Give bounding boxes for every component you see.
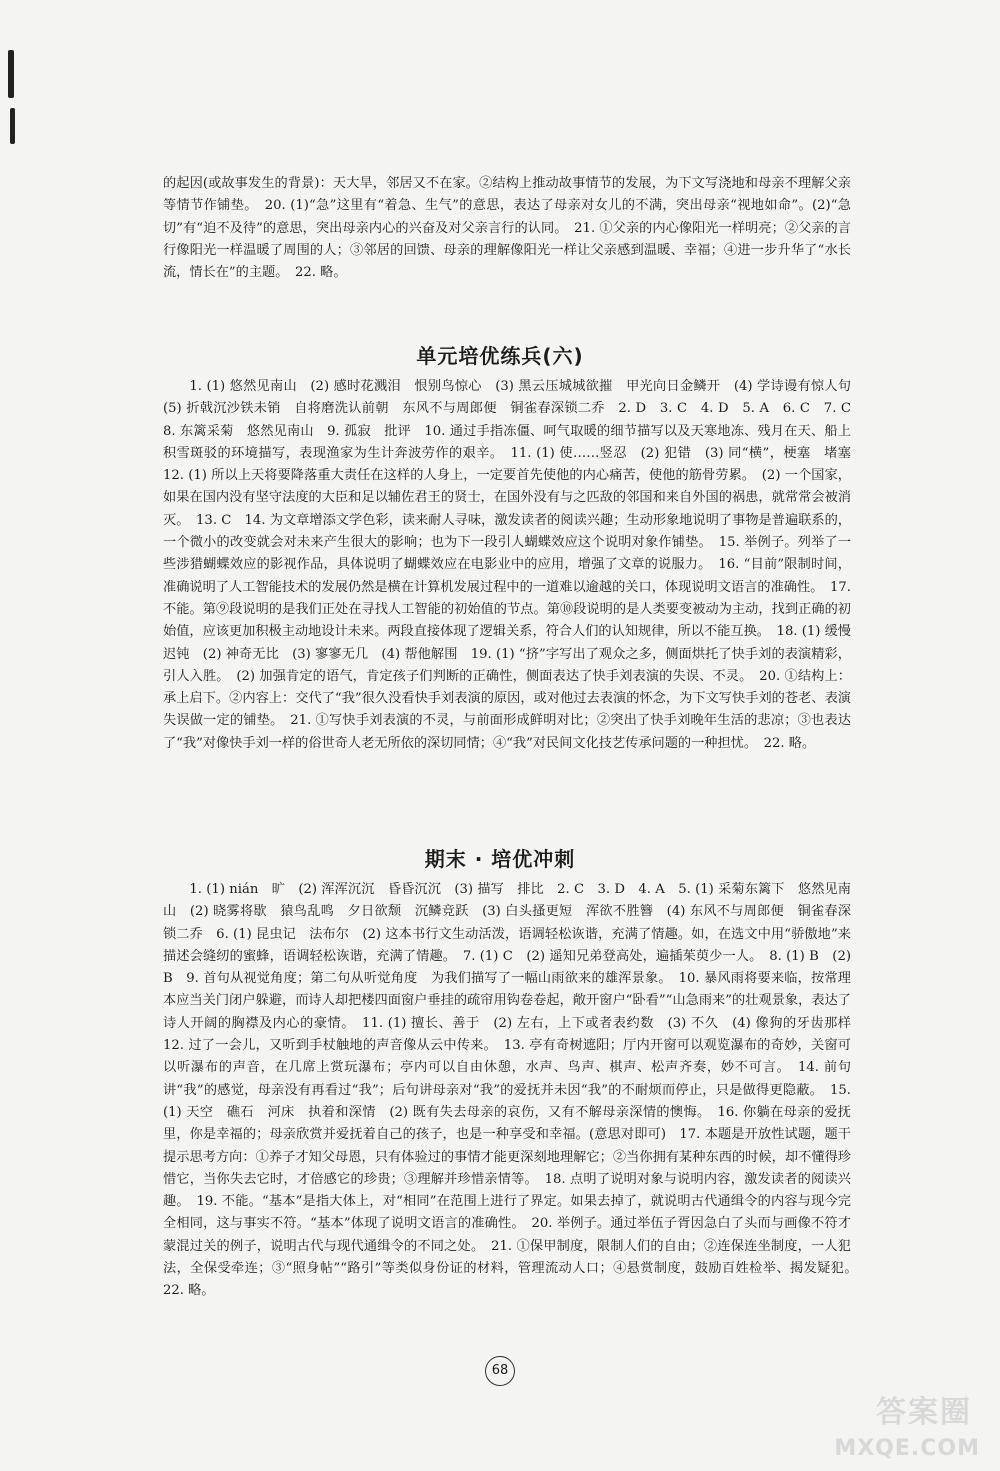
page-number: 68	[485, 1356, 515, 1386]
answer-block-final-sprint	[163, 879, 865, 1303]
watermark-url: MXQE.COM	[834, 1436, 980, 1461]
binding-mark	[10, 108, 15, 144]
watermark-logo: 答案圈	[876, 1395, 972, 1430]
answer-paragraph: 的起因(或故事发生的背景)：天大旱，邻居又不在家。②结构上推动故事情节的发展，为下文写浇地和母亲不理解父亲等情节作铺垫。 20. (1)“急”这里有“着急、生气”的意思，表达了母亲对女儿的不满，突出母亲“视地如命”。(2)“急切”有“迫不及待”的意思，突出母亲内心的兴奋及对父亲言行的认同。 21. ①父亲的内心像阳光一样明亮；②父亲的言行像阳光一样温暖了周围的人；③邻居的回馈、母亲的理解像阳光一样让父亲感到温暖、幸福；④进一步升华了“水长流，情长在”的主题。 22. 略。	[163, 176, 851, 281]
section-title-final-sprint: 期末 · 培优冲刺	[424, 847, 576, 871]
answer-paragraph: 1. (1) nián 旷 (2) 浑浑沉沉 昏昏沉沉 (3) 描写 排比 2. C 3. D 4. A 5. (1) 采菊东篱下 悠然见南山 (2) 晓雾将歇 猿鸟乱鸣 夕日欲颓 沉鳞竞跃 (3) 白头搔更短 浑欲不胜簪 (4) 东风不与周郎便 铜雀春深锁二乔 6. (1) 昆虫记 法布尔 (2) 这本书行文生动活泼，语调轻松诙谐，充满了情趣。如，在选文中用“骄傲地”来描述会缝纫的蜜蜂，语调轻松诙谐，充满了情趣。 7. (1) C (2) 遥知兄弟登高处，遍插茱萸少一人。 8. (1) B (2) B 9. 首句从视觉角度；第二句从听觉角度 为我们描写了一幅山雨欲来的雄浑景象。 10. 暴风雨将要来临，按常理本应当关门闭户躲避，而诗人却把楼四面窗户垂挂的疏帘用钩卷卷起，敞开窗户“卧看”“山急雨来”的壮观景象，表达了诗人开阔的胸襟及内心的豪情。 11. (1) 擅长、善于 (2) 左右，上下或者表约数 (3) 不久 (4) 像狗的牙齿那样 12. 过了一会儿，又听到手杖触地的声音像从云中传来。 13. 亭有奇树遮阳；厅内开窗可以观览瀑布的奇妙，关窗可以听瀑布的声音，在几席上赏玩瀑布；亭内可以自由休憩，水声、鸟声、棋声、松声齐奏，妙不可言。 14. 前句讲“我”的感觉，母亲没有再看过“我”；后句讲母亲对“我”的爱抚并未因“我”的不耐烦而停止，只是做得更隐蔽。 15. (1) 天空 礁石 河床 执着和深情 (2) 既有失去母亲的哀伤，又有不解母亲深情的懊悔。 16. 你躺在母亲的爱抚里，你是幸福的；母亲欣赏并爱抚着自己的孩子，也是一种享受和幸福。(意思对即可) 17. 本题是开放性试题，题干提示思考方向：①养子才知父母恩，只有体验过的事情才能更深刻地理解它；②当你拥有某种东西的时候，却不懂得珍惜它，当你失去它时，才倍感它的珍贵；③理解并珍惜亲情等。 18. 点明了说明对象与说明内容，激发读者的阅读兴趣。 19. 不能。“基本”是指大体上，对“相同”在范围上进行了界定。如果去掉了，就说明古代通缉令的内容与现今完全相同，这与事实不符。“基本”体现了说明文语言的准确性。 20. 举例子。通过举伍子胥因急白了头而与画像不符才蒙混过关的例子，说明古代与现代通缉令的不同之处。 21. ①保甲制度，限制人们的自由；②连保连坐制度，一人犯法，全保受牵连；③“照身帖”“路引”等类似身份证的材料，管理流动人口；④悬赏制度，鼓励百姓检举、揭发疑犯。 22. 略。	[163, 882, 865, 1299]
section-title-unit-six: 单元培优练兵(六)	[416, 344, 584, 368]
answer-block-unit-six	[163, 376, 865, 755]
binding-mark	[8, 50, 14, 98]
answer-block-previous	[163, 173, 851, 284]
answer-paragraph: 1. (1) 悠然见南山 (2) 感时花溅泪 恨别鸟惊心 (3) 黑云压城城欲摧 甲光向日金鳞开 (4) 学诗谩有惊人句 (5) 折戟沉沙铁未销 自将磨洗认前朝 东风不与周郎便 铜雀春深锁二乔 2. D 3. C 4. D 5. A 6. C 7. C 8. 东篱采菊 悠然见南山 9. 孤寂 批评 10. 通过手指冻僵、呵气取暖的细节描写以及天寒地冻、残月在天、船上积雪斑驳的环境描写，表现渔家为生计奔波劳作的艰辛。 11. (1) 使……竖忍 (2) 犯错 (3) 同“横”，梗塞 堵塞 12. (1) 所以上天将要降落重大责任在这样的人身上，一定要首先使他的内心痛苦，使他的筋骨劳累。 (2) 一个国家，如果在国内没有坚守法度的大臣和足以辅佐君王的贤士，在国外没有与之匹敌的邻国和来自外国的祸患，就常常会被消灭。 13. C 14. 为文章增添文学色彩，读来耐人寻味，激发读者的阅读兴趣；生动形象地说明了事物是普遍联系的，一个微小的改变就会对未来产生很大的影响；也为下一段引人蝴蝶效应这个说明对象作铺垫。 15. 举例子。列举了一些涉猎蝴蝶效应的影视作品，具体说明了蝴蝶效应在电影业中的应用，增强了文章的说服力。 16. “目前”限制时间，准确说明了人工智能技术的发展仍然是横在计算机发展过程中的一道难以逾越的关口，体现说明文语言的准确性。 17. 不能。第⑨段说明的是我们正处在寻找人工智能的初始值的节点。第⑩段说明的是人类要变被动为主动，找到正确的初始值，应该更加积极主动地设计未来。两段直接体现了逻辑关系，符合人们的认知规律，所以不能互换。 18. (1) 缓慢迟钝 (2) 神奇无比 (3) 寥寥无几 (4) 帮他解围 19. (1) “挤”字写出了观众之多，侧面烘托了快手刘的表演精彩，引人入胜。 (2) 加强肯定的语气，肯定孩子们判断的正确性，侧面表达了快手刘表演的失误、不灵。 20. ①结构上：承上启下。②内容上：交代了“我”很久没看快手刘表演的原因，或对他过去表演的怀念，为下文写快手刘的苍老、表演失误做一定的铺垫。 21. ①写快手刘表演的不灵，与前面形成鲜明对比；②突出了快手刘晚年生活的悲凉；③也表达了“我”对像快手刘一样的俗世奇人老无所依的深切同情；④“我”对民间文化技艺传承问题的一种担忧。 22. 略。	[163, 379, 865, 751]
